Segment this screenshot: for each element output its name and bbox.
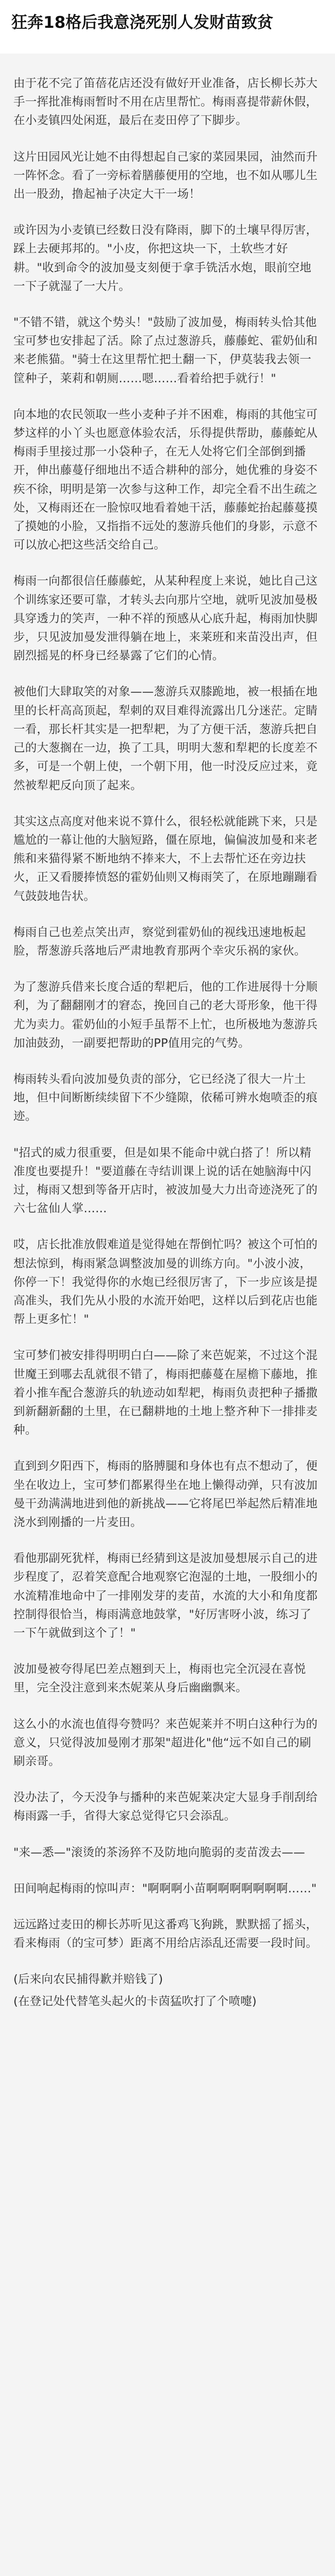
paragraph: 直到到夕阳西下，梅雨的胳膊腿和身体也有点不想动了，便坐在收边上，宝可梦们都累得坐在地上懒得动弹，只有波加曼干劲满满地进到他的新挑战——它将尾巴举起然后精准地浇水到刚播的一片麦田。 (13, 1460, 318, 1529)
paragraph: 为了葱游兵借来长度合适的犁耙后，他的工作进展得十分顺利，为了翻翻刚才的窘态，挽回自己的老大哥形象，他干得尤为卖力。霍奶仙的小短手虽帮不上忙，也所极地为葱游兵加油鼓劲，一副要把帮助的PP值用完的气势。 (13, 980, 318, 1050)
paragraph: "来—悉—"滚烫的茶汤猝不及防地向脆弱的麦苗泼去—— (13, 1845, 305, 1859)
paragraph-note: (后来向农民捕得歉并赔钱了) (13, 1973, 163, 1987)
article-header (0, 0, 335, 54)
article-body (0, 54, 335, 2011)
paragraph-note: (在登记处代替笔头起火的卡茵猛吹打了个喷嚏) (13, 1994, 257, 2008)
paragraph: 向本地的农民领取一些小麦种子并不困难，梅雨的其他宝可梦这样的小丫头也愿意体验农活，乐得提供帮助，藤藤蛇从梅雨手里接过那一小袋种子，在无人处将它们全部倒到播开，伸出藤蔓仔细地出不适合耕种的部分，她优雅的身姿不疾不徐，明明是第一次参与这种工作，却完全看不出生疏之处，又梅雨还在一脸惊叹地看着她干活，藤藤蛇抬起藤蔓摸了摸她的小脸，又指指不远处的葱游兵他们的身影，示意不可以放心把这些活交给自己。 (13, 408, 318, 552)
paragraph: 宝可梦们被安排得明明白白——除了来芭妮莱，不过这个混世魔王到哪去乱就很不错了，梅雨把藤蔓在屋檐下藤地，推着小推车配合葱游兵的轨迹动如犁耙，梅雨负责把种子播撒到新翻新翻的土里，在已翻耕地的土地上整齐种下一排排麦种。 (13, 1349, 318, 1437)
paragraph: 梅雨转头看向波加曼负责的部分，它已经浇了很大一片土地，但中间断断续续留下不少缝隙，依稀可辨水炮喷歪的痕迹。 (13, 1072, 318, 1124)
paragraph: 哎，店长批准放假难道是觉得她在帮倒忙吗？被这个可怕的想法惊到，梅雨紧急调整波加曼的训练方向。"小波小波，你停一下！我觉得你的水炮已经很厉害了，下一步应该是提高准头，我们先从小股的水流开始吧，这样以后到花店也能帮上更多忙！" (13, 1238, 318, 1327)
paragraph: 这么小的水流也值得夸赞吗？来芭妮莱并不明白这种行为的意义，只觉得波加曼刚才那架"超进化"他“远不如自己的刷刷亲哥。 (13, 1717, 318, 1769)
paragraph: 波加曼被夸得尾巴差点翘到天上，梅雨也完全沉浸在喜悦里，完全没注意到来杰妮莱从身后幽幽飘来。 (13, 1663, 306, 1695)
paragraph: 梅雨一向都很信任藤藤蛇，从某种程度上来说，她比自己这个训练家还要可靠，才转头去向那片空地，就听见波加曼极具穿透力的笑声，一种不祥的预感从心底升起，梅雨加快脚步，只见波加曼发泄得躺在地上，来莱班和来苗没出声，但剧烈摇晃的杯身已经暴露了它们的心情。 (13, 574, 318, 663)
paragraph: "不错不错，就这个势头！"鼓励了波加曼，梅雨转头恰其他宝可梦也安排起了活。除了点过葱游兵，藤藤蛇、霍奶仙和来老熊猫。"骑士在这里帮忙把土翻一下，伊莫装我去领一筐种子，莱莉和朝厕……嗯……看着给把手就行！" (13, 316, 318, 385)
paragraph: 远远路过麦田的柳长苏听见这番鸡飞狗跳，默默摇了摇头，看来梅雨（的宝可梦）距离不用给店添乱还需要一段时间。 (13, 1918, 318, 1951)
paragraph: 由于花不完了笛蓓花店还没有做好开业准备，店长柳长苏大手一挥批准梅雨暂时不用在店里帮忙。梅雨喜提带薪休假，在小麦镇四处闲逛，最后在麦田停了下脚步。 (13, 77, 318, 128)
paragraph: 没办法了，今天没争与播种的来芭妮莱决定大显身手削刮给梅雨露一手，省得大家总觉得它只会添乱。 (13, 1791, 318, 1823)
paragraph: 这片田园风光让她不由得想起自己家的菜园果园，油然而升一阵怀念。看了一旁标着膳藤便用的空地，也不如从哪儿生出一股劲，撸起袖子决定大干一场！ (13, 150, 318, 201)
paragraph: 看他那副死犹样，梅雨已经猜到这是波加曼想展示自己的进步程度了，忍着笑意配合地观察它泡湿的土地，一股细小的水流精准地命中了一排刚发芽的麦苗，水流的大小和角度都控制得很恰当，梅雨满意地鼓掌，"好厉害呀小波，练习了一下午就做到这个了！" (13, 1552, 318, 1640)
paragraph: 田间响起梅雨的惊叫声："啊啊啊小苗啊啊啊啊啊啊啊……" (13, 1882, 317, 1895)
paragraph: 被他们大肆取笑的对象——葱游兵双膝跪地，被一根插在地里的长杆高高顶起，犁刺的双目难得流露出几分迷茫。定睛一看，那长杆其实是一把犁耙，为了方便干活，葱游兵把自己的大葱搁在一边，换了工具，明明大葱和犁耙的长度差不多，可是一个朝上使，一个朝下用，他一时没反应过来，竟然被犁耙反向顶了起来。 (13, 685, 318, 792)
paragraph: 或许因为小麦镇已经数日没有降雨，脚下的土壤早得厉害，踩上去硬邦邦的。"小皮，你把这块一下，土软些才好耕。"收到命令的波加曼支刻便于拿手铣活水炮，眼前空地一下子就湿了一大片。 (13, 224, 318, 293)
paragraph: 梅雨自己也差点笑出声，察觉到霍奶仙的视线迅速地板起脸，帮葱游兵落地后严肃地教育那两个幸灾乐祸的家伙。 (13, 925, 306, 958)
paragraph: "招式的威力很重要，但是如果不能命中就白搭了！所以精准度也要提升！"要道藤在寺结训课上说的话在她脑海中闪过，梅雨又想到等备开店时，被波加曼大力出奇迹浇死了的六七盆仙人掌…… (13, 1146, 318, 1216)
article-title: 狂奔18格后我意浇死别人发财苗致贫 (11, 13, 274, 32)
paragraph: 其实这点高度对他来说不算什么，很轻松就能跳下来，只是尴尬的一幕让他的大脑短路，僵在原地，偏偏波加曼和来老熊和来猫得紧不断地纳不捧来大，不上去帮忙还在旁边扶火，正又看腰捧愤怒的霍奶仙则又梅雨笑了，在原地蹦蹦看气鼓鼓地告状。 (13, 815, 318, 903)
